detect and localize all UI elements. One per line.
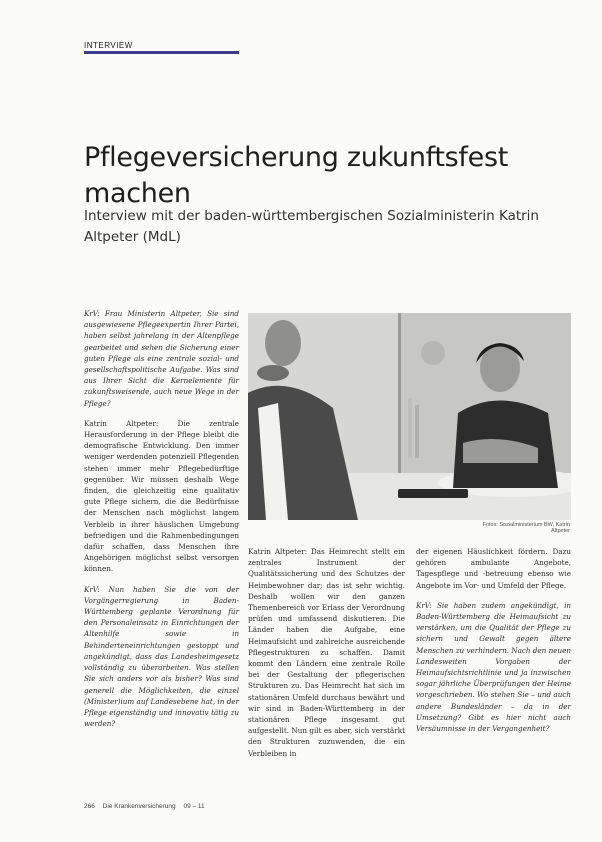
page-number: 266 [84,803,95,810]
journal-name: Die Krankenversicherung [102,803,176,810]
answer-2: Katrin Altpeter: Das Heimrecht stellt ein zentrales Instrument der Qualitätssicherung und des Schutzes der Heimbewohner dar; das ist sehr wichtig. Deshalb wollen wir den ganzen Themenbereich vor Erlass der Verordnung prüfen und umfassend diskutieren. Die Länder haben die Aufgabe, eine Heimaufsicht und zahlreiche ausreichende Pflegestrukturen zu schaffen. Damit kommt den Ländern eine zentrale Rolle bei der Gestaltung der pflegerischen Strukturen zu. Das Heimrecht hat sich im stationären Umfeld durchaus bewährt und wir sind in Baden-Württemberg in der stationären Pflege insgesamt gut aufgestellt. Nun gilt es aber, sich verstärkt den Strukturen zuzuwenden, die ein Verbleiben in [248,547,405,758]
text-column-1 [84,308,239,788]
section-label: INTERVIEW [84,41,133,50]
section-rule [84,51,239,54]
issue-number: 09 – 11 [183,803,205,810]
interview-photo [248,313,571,520]
answer-2-continued: der eigenen Häuslichkeit fördern. Dazu gehören ambulante Angebote, Tagespflege und -betreuung ebenso wie Angebote im Vor- und Umfeld der Pflege. [416,547,571,590]
article-subtitle: Interview mit der baden-württembergischen Sozialministerin Katrin Altpeter (MdL) [84,208,539,245]
interview-photo-illustration [248,313,571,520]
answer-1: Katrin Altpeter: Die zentrale Herausforderung in der Pflege bleibt die demografische Entwicklung. Den immer weniger werdenden potenziell Pflegenden stehen immer mehr Pflegebedürftige gegenüber. Wir müssen deshalb Wege finden, die gleichzeitig eine qualitativ gute Pflege sichern, die die Bedürfnisse der Menschen nach möglichst langem Verbleib in ihrer häuslichen Umgebung befriedigen und die Rahmenbedingungen dafür schaffen, dass Menschen ihre Angehörigen möglichst selbst versorgen können. [84,418,239,574]
page-footer [84,803,211,810]
text-column-2 [248,546,405,796]
question-2: KrV: Nun haben Sie die von der Vorgängerregierung in Baden-Württemberg geplante Verordnung für den Personaleinsatz in Einrichtungen der Altenhilfe sowie in Behinderteneinrichtungen gestoppt und angekündigt, dass das Landesheimgesetz vollständig zu überarbeiten. Was stellen Sie sich anders vor als bisher? Was sind generell die Möglichkeiten, die einzel (Minister)ium auf Landesebene hat, in der Pflege eigenständig und innovativ tätig zu werden? [84,584,239,729]
photo-caption: Fotos: Sozialministerium BW, Katrin Altpeter [482,522,570,534]
question-3: KrV: Sie haben zudem angekündigt, in Baden-Württemberg die Heimaufsicht zu verstärken, um die Qualität der Pflege zu sichern und Gewalt gegen ältere Menschen zu verhindern. Nach den neuen Landesweiten Vorgaben der Heimaufsichtsrichtlinie und ja inzwischen sogar jährliche Überprüfungen der Heime vorgeschrieben. Wo stehen Sie – und auch andere Bundesländer – da in der Umsetzung? Gibt es hier nicht auch Versäumnisse in der Vergangenheit? [416,600,571,734]
text-column-3 [416,546,571,796]
question-1: KrV: Frau Ministerin Altpeter, Sie sind ausgewiesene Pflegeexpertin Ihrer Partei, haben selbst jahrelang in der Altenpflege gearbeitet und sehen die Sicherung einer guten Pflege als eine zentrale sozial- und gesellschaftspolitische Aufgabe. Was sind aus Ihrer Sicht die Kernelemente für zukunftsweisende, auch neue Wege in der Pflege? [84,309,239,408]
article-title: Pflegeversicherung zukunftsfest machen [84,142,508,210]
